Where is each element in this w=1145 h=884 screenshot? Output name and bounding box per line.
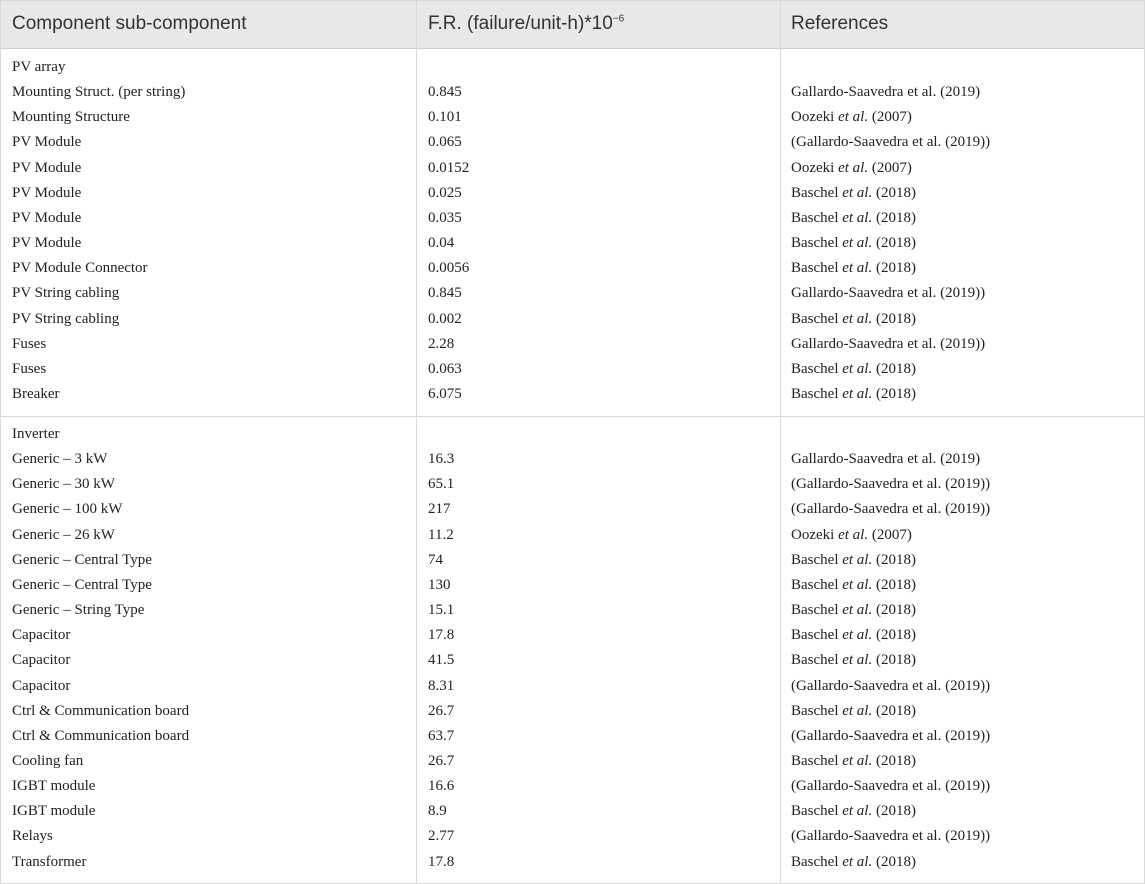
table-row: [1, 282, 1144, 307]
reference-cell: [791, 109, 912, 126]
reference-cell: [791, 577, 916, 594]
table-row: [1, 157, 1144, 182]
failure-rate-cell: 6.075: [428, 385, 462, 402]
reference-cell: [791, 386, 916, 403]
table-row: [1, 851, 1144, 876]
reference-text: Baschel: [791, 576, 843, 593]
failure-rate-cell: 16.3: [428, 451, 455, 468]
table-row: [1, 473, 1144, 498]
reference-etal: et al.: [842, 551, 873, 568]
header-references: References: [791, 13, 889, 34]
component-cell: PV Module Connector: [12, 260, 148, 277]
component-cell: PV Module: [12, 184, 82, 201]
table-row: [1, 448, 1144, 473]
component-cell: Capacitor: [12, 677, 71, 694]
reference-text: (Gallardo-Saavedra et al. (2019)): [791, 727, 991, 744]
reference-etal: et al.: [842, 235, 873, 251]
component-cell: Breaker: [12, 385, 60, 402]
header-failure-rate: F.R. $(failure/unit-h)*10^{-6}$: [428, 13, 625, 34]
component-cell: Mounting Struct. (per string): [12, 84, 186, 101]
table-row: [1, 574, 1144, 599]
reference-text: Gallardo-Saavedra et al. (2019): [791, 451, 981, 468]
component-cell: PV String cabling: [12, 310, 120, 327]
reference-etal: et al.: [842, 627, 873, 644]
reference-text: (2018): [872, 753, 916, 769]
component-cell: IGBT module: [12, 778, 96, 795]
table-row: [1, 725, 1144, 750]
reference-cell: [791, 134, 990, 151]
failure-rate-cell: 17.8: [428, 853, 455, 870]
failure-rate-cell: 0.025: [428, 184, 462, 201]
header-exponent: −6: [612, 13, 625, 25]
failure-rate-cell: 8.31: [428, 677, 455, 694]
table-row: [1, 775, 1144, 800]
reference-cell: [791, 260, 916, 277]
reference-cell: [791, 185, 916, 202]
reference-etal: et al.: [842, 385, 873, 402]
component-cell: Generic – Central Type: [12, 551, 152, 568]
reference-cell: [791, 476, 990, 493]
table-row: [1, 624, 1144, 649]
reference-text: (2018): [872, 652, 916, 669]
component-cell: PV Module: [12, 235, 82, 251]
failure-rate-cell: 41.5: [428, 652, 455, 669]
reference-cell: [791, 84, 980, 101]
reference-text: Baschel: [791, 602, 843, 618]
reference-cell: [791, 501, 990, 518]
table-row: [1, 825, 1144, 850]
reference-text: (Gallardo-Saavedra et al. (2019)): [791, 677, 991, 694]
component-cell: Capacitor: [12, 627, 71, 644]
reference-text: Baschel: [791, 235, 843, 251]
component-cell: Generic – 3 kW: [12, 451, 108, 468]
reference-text: Gallardo-Saavedra et al. (2019)): [791, 285, 986, 302]
header-component: Component sub-component: [12, 13, 247, 34]
reference-etal: et al.: [842, 184, 873, 201]
reference-text: (2018): [872, 602, 916, 618]
failure-rate-cell: 0.0152: [428, 159, 470, 176]
reference-text: Baschel: [791, 803, 843, 820]
reference-cell: [791, 285, 985, 302]
reference-text: (2018): [872, 551, 916, 568]
reference-text: (2018): [872, 385, 916, 402]
component-cell: Mounting Structure: [12, 109, 130, 126]
failure-rate-cell: 0.845: [428, 285, 462, 302]
reference-text: Baschel: [791, 551, 843, 568]
reference-etal: et al.: [842, 652, 873, 669]
reference-text: (2018): [872, 235, 916, 251]
failure-rate-cell: 2.77: [428, 828, 455, 845]
table-row: [1, 182, 1144, 207]
component-cell: Generic – String Type: [12, 602, 145, 618]
table-row: [1, 207, 1144, 232]
reference-text: (Gallardo-Saavedra et al. (2019)): [791, 134, 991, 151]
reference-text: (2018): [872, 260, 916, 277]
table-row: [1, 649, 1144, 674]
component-cell: Generic – 26 kW: [12, 526, 115, 543]
failure-rate-cell: 0.845: [428, 84, 462, 101]
section-title: Inverter: [12, 426, 60, 442]
reference-text: (2018): [872, 184, 916, 201]
reference-text: (2007): [868, 159, 912, 176]
reference-etal: et al.: [838, 159, 869, 176]
component-cell: Fuses: [12, 335, 47, 352]
reference-text: Oozeki: [791, 526, 839, 543]
failure-rate-cell: 8.9: [428, 803, 447, 820]
component-cell: Transformer: [12, 853, 87, 870]
failure-rate-cell: 63.7: [428, 727, 455, 744]
component-cell: PV Module: [12, 159, 82, 176]
component-cell: Capacitor: [12, 652, 71, 669]
failure-rate-cell: 16.6: [428, 778, 455, 795]
failure-rate-cell: 26.7: [428, 753, 455, 769]
reference-cell: [791, 753, 916, 770]
failure-rate-cell: 26.7: [428, 702, 455, 719]
reference-text: (2018): [872, 310, 916, 327]
section-title-row: [1, 423, 1144, 448]
component-cell: Fuses: [12, 360, 47, 377]
component-cell: PV Module: [12, 134, 82, 151]
reference-text: (Gallardo-Saavedra et al. (2019)): [791, 828, 991, 845]
reference-cell: [791, 703, 916, 720]
table-row: [1, 232, 1144, 257]
reference-text: Baschel: [791, 652, 843, 669]
reference-cell: [791, 160, 912, 177]
component-cell: Generic – 100 kW: [12, 501, 123, 518]
table-row: [1, 675, 1144, 700]
component-cell: Generic – Central Type: [12, 576, 152, 593]
failure-rate-cell: 0.0056: [428, 260, 470, 277]
reference-text: Oozeki: [791, 159, 839, 176]
reference-cell: [791, 803, 916, 820]
table-row: [1, 549, 1144, 574]
reference-text: Baschel: [791, 360, 843, 377]
reference-text: Oozeki: [791, 109, 839, 126]
reference-cell: [791, 210, 916, 227]
table-row: [1, 498, 1144, 523]
reference-cell: [791, 854, 916, 871]
table-row: [1, 106, 1144, 131]
reference-text: (2018): [872, 209, 916, 226]
table-row: [1, 308, 1144, 333]
reference-etal: et al.: [842, 310, 873, 327]
table-header: [1, 1, 1144, 49]
component-cell: Ctrl & Communication board: [12, 702, 190, 719]
reference-text: (2018): [872, 360, 916, 377]
reference-cell: [791, 678, 990, 695]
failure-rate-cell: 130: [428, 576, 451, 593]
section-divider: [1, 416, 1144, 417]
component-cell: Ctrl & Communication board: [12, 727, 190, 744]
reference-text: Baschel: [791, 385, 843, 402]
failure-rate-cell: 0.065: [428, 134, 462, 151]
reference-etal: et al.: [842, 602, 873, 618]
reference-cell: [791, 728, 990, 745]
failure-rate-cell: 65.1: [428, 476, 455, 493]
table-row: [1, 524, 1144, 549]
table-row: [1, 700, 1144, 725]
reference-text: (Gallardo-Saavedra et al. (2019)): [791, 476, 991, 493]
reference-text: Baschel: [791, 260, 843, 277]
reference-cell: [791, 527, 912, 544]
component-cell: IGBT module: [12, 803, 96, 820]
reference-cell: [791, 602, 916, 619]
reference-text: Baschel: [791, 702, 843, 719]
reference-text: Baschel: [791, 184, 843, 201]
reference-text: (Gallardo-Saavedra et al. (2019)): [791, 501, 991, 518]
reference-etal: et al.: [842, 702, 873, 719]
reference-text: Baschel: [791, 209, 843, 226]
failure-rate-cell: 74: [428, 551, 443, 568]
reference-etal: et al.: [838, 526, 869, 543]
reference-text: Baschel: [791, 853, 843, 870]
reference-etal: et al.: [842, 360, 873, 377]
reference-cell: [791, 652, 916, 669]
section-title: PV array: [12, 59, 66, 75]
component-cell: PV String cabling: [12, 285, 120, 302]
table-row: [1, 131, 1144, 156]
table-row: [1, 599, 1144, 624]
reference-text: Baschel: [791, 627, 843, 644]
failure-rate-cell: 217: [428, 501, 451, 518]
table-row: [1, 333, 1144, 358]
reference-text: (2007): [868, 526, 912, 543]
reference-text: Gallardo-Saavedra et al. (2019)): [791, 335, 986, 352]
reference-cell: [791, 828, 990, 845]
failure-rate-cell: 11.2: [428, 526, 454, 543]
reference-text: (2018): [872, 576, 916, 593]
table-row: [1, 383, 1144, 408]
section-title-row: [1, 56, 1144, 81]
reference-cell: [791, 778, 990, 795]
table-row: [1, 358, 1144, 383]
component-cell: Cooling fan: [12, 753, 84, 769]
component-cell: PV Module: [12, 209, 82, 226]
failure-rate-cell: 0.002: [428, 310, 462, 327]
reference-etal: et al.: [842, 853, 873, 870]
failure-rate-cell: 0.063: [428, 360, 462, 377]
reference-text: Gallardo-Saavedra et al. (2019): [791, 84, 981, 101]
table-row: [1, 800, 1144, 825]
reference-cell: [791, 552, 916, 569]
reference-etal: et al.: [842, 803, 873, 820]
reference-cell: [791, 235, 916, 252]
reference-text: (2018): [872, 627, 916, 644]
reference-etal: et al.: [842, 576, 873, 593]
reference-text: (Gallardo-Saavedra et al. (2019)): [791, 778, 991, 795]
reference-text: (2018): [872, 702, 916, 719]
failure-rate-cell: 0.101: [428, 109, 462, 126]
reference-cell: [791, 336, 985, 353]
table-row: [1, 257, 1144, 282]
failure-rate-cell: 17.8: [428, 627, 455, 644]
failure-rate-cell: 15.1: [428, 602, 455, 618]
reference-etal: et al.: [842, 260, 873, 277]
failure-rate-cell: 0.035: [428, 209, 462, 226]
failure-rate-cell: 2.28: [428, 335, 455, 352]
reference-text: (2018): [872, 803, 916, 820]
reference-text: Baschel: [791, 310, 843, 327]
reference-text: (2018): [872, 853, 916, 870]
component-cell: Relays: [12, 828, 53, 845]
table-row: [1, 750, 1144, 775]
reference-cell: [791, 361, 916, 378]
reference-text: Baschel: [791, 753, 843, 769]
reference-etal: et al.: [838, 109, 869, 126]
reference-cell: [791, 451, 980, 468]
reference-etal: et al.: [842, 209, 873, 226]
component-cell: Generic – 30 kW: [12, 476, 115, 493]
reference-cell: [791, 627, 916, 644]
reference-cell: [791, 311, 916, 328]
reference-text: (2007): [868, 109, 912, 126]
failure-rate-cell: 0.04: [428, 235, 455, 251]
reference-etal: et al.: [842, 753, 873, 769]
table-row: [1, 81, 1144, 106]
